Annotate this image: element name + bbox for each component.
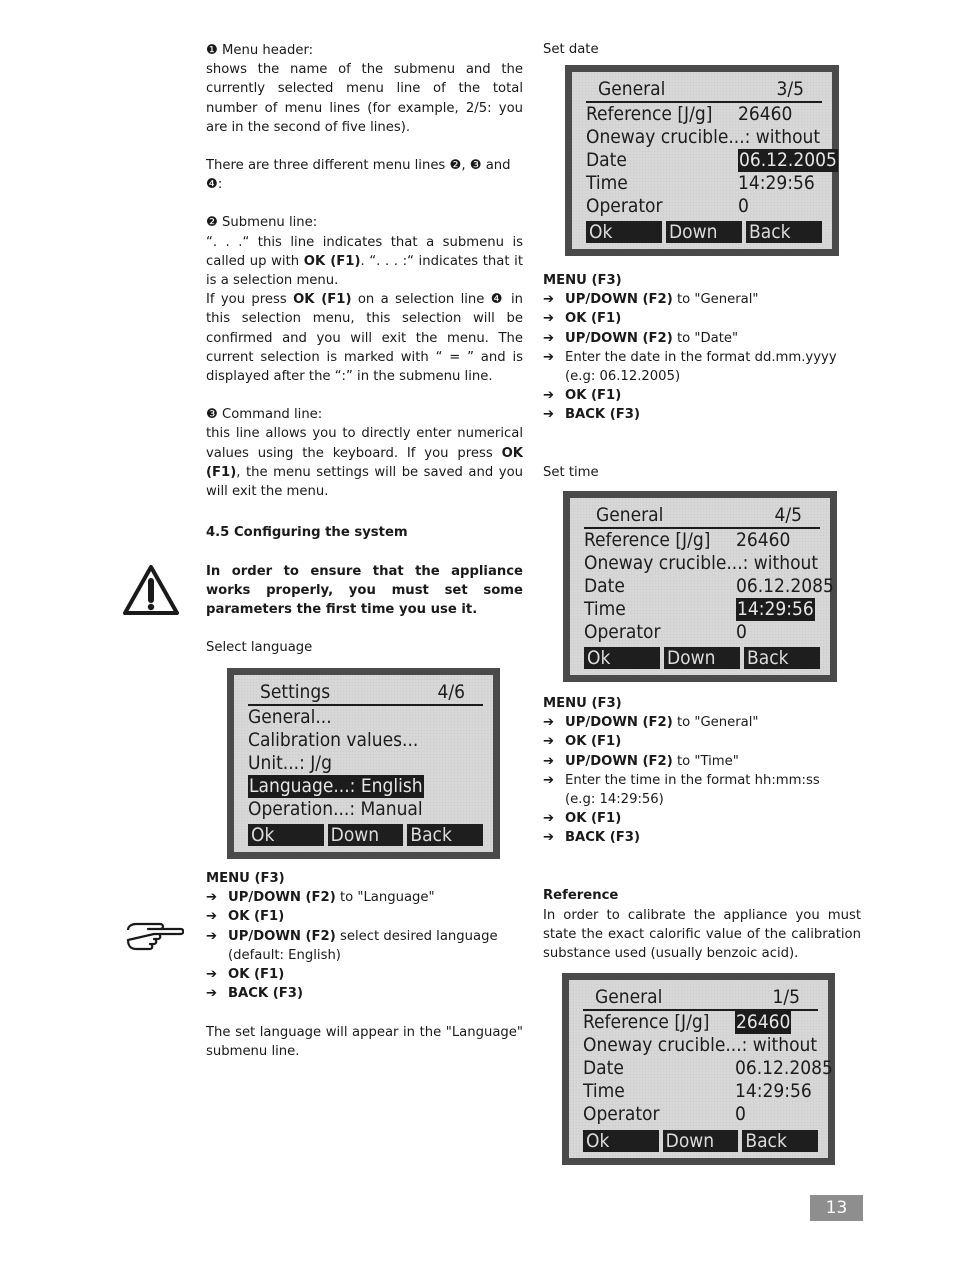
left-column bbox=[206, 41, 523, 501]
step-text: Enter the date in the format dd.mm.yyyy bbox=[565, 349, 837, 365]
lcd-line-label: Operation...: Manual bbox=[248, 798, 423, 820]
lcd-softkey-bar bbox=[248, 824, 483, 846]
lcd-line-label: Operator bbox=[584, 621, 661, 643]
step-key: OK (F1) bbox=[565, 388, 622, 404]
arrow-icon: ➔ bbox=[543, 753, 555, 769]
step-line bbox=[543, 752, 861, 771]
lcd-line-label: General... bbox=[248, 706, 332, 728]
step-key: OK (F1) bbox=[228, 909, 285, 925]
lcd-line-label: Calibration values... bbox=[248, 729, 419, 751]
set-time-label: Set time bbox=[543, 465, 599, 480]
lcd-softkey-ok: Ok bbox=[583, 1130, 659, 1152]
step-line bbox=[543, 694, 861, 713]
step-key: BACK (F3) bbox=[565, 830, 640, 846]
lcd-screen-language bbox=[227, 668, 500, 859]
step-key: OK (F1) bbox=[228, 967, 285, 983]
step-text: (e.g: 06.12.2005) bbox=[565, 369, 681, 385]
step-line bbox=[543, 271, 861, 290]
pointing-hand-icon bbox=[124, 918, 184, 952]
lcd-line-value: 06.12.2085 bbox=[735, 1057, 833, 1079]
lcd-menu-line bbox=[248, 798, 483, 821]
section-title: 4.5 Configuring the system bbox=[206, 525, 408, 540]
lcd-line-label: Operator bbox=[586, 195, 663, 217]
lcd-line-value: 26460 bbox=[736, 529, 791, 551]
lcd-line-label: Date bbox=[584, 575, 625, 597]
lcd-menu-line bbox=[586, 126, 822, 149]
step-text: (default: English) bbox=[228, 947, 341, 963]
page-number: 13 bbox=[810, 1195, 863, 1221]
lcd-softkey-bar bbox=[586, 221, 822, 243]
warning-text: In order to ensure that the appliance works properly, you must set some parameters the first time you use it. bbox=[206, 564, 523, 618]
arrow-icon: ➔ bbox=[206, 890, 218, 906]
lcd-line-label: Reference [J/g] bbox=[584, 529, 711, 551]
step-line bbox=[543, 386, 861, 405]
lcd-header bbox=[586, 78, 822, 103]
lcd-menu-line bbox=[586, 172, 822, 195]
lcd-line-label: Oneway crucible...: without bbox=[586, 126, 821, 148]
arrow-icon: ➔ bbox=[543, 311, 555, 327]
lcd-screen-reference bbox=[562, 973, 835, 1165]
arrow-icon: ➔ bbox=[543, 830, 555, 846]
lcd-line-value: 06.12.2085 bbox=[736, 575, 834, 597]
lcd-line-value: 0 bbox=[736, 621, 747, 643]
lcd-menu-line bbox=[583, 1034, 818, 1057]
lcd-line-label: Time bbox=[583, 1080, 625, 1102]
lcd-softkey-ok: Ok bbox=[248, 824, 324, 846]
lcd-header-title: General bbox=[598, 78, 666, 100]
lcd-menu-line bbox=[248, 706, 483, 729]
lcd-menu-line bbox=[583, 1103, 818, 1126]
step-line bbox=[206, 869, 523, 888]
step-line bbox=[543, 828, 861, 847]
command-line-title: ❸ Command line: bbox=[206, 407, 323, 423]
step-line bbox=[543, 309, 861, 328]
command-line-text: this line allows you to directly enter numerical values using the keyboard. If you press OK (F1), the menu settings will be saved and you will exit the menu. bbox=[206, 426, 523, 500]
lcd-menu-line bbox=[584, 575, 834, 598]
reference-title: Reference bbox=[543, 888, 619, 903]
lcd-softkey-bar bbox=[584, 647, 820, 669]
menu-header-text: shows the name of the submenu and the currently selected menu line of the total number of menu lines (for example, 2/5: you are in the second of five lines). bbox=[206, 62, 523, 135]
lcd-softkey-ok: Ok bbox=[586, 221, 662, 243]
arrow-icon: ➔ bbox=[206, 986, 218, 1002]
lcd-line-label: Reference [J/g] bbox=[583, 1011, 710, 1033]
lcd-softkey-bar bbox=[583, 1130, 818, 1152]
lcd-softkey-back: Back bbox=[742, 1130, 818, 1152]
lcd-menu-line bbox=[583, 1011, 818, 1034]
step-line bbox=[206, 888, 523, 907]
lcd-header-title: Settings bbox=[260, 681, 331, 703]
step-key: UP/DOWN (F2) bbox=[565, 715, 673, 731]
lcd-softkey-back: Back bbox=[407, 824, 483, 846]
lcd-line-label: Oneway crucible...: without bbox=[584, 552, 819, 574]
step-key: UP/DOWN (F2) bbox=[565, 330, 673, 346]
lcd-line-value: 14:29:56 bbox=[737, 598, 814, 620]
step-key: OK (F1) bbox=[565, 734, 622, 750]
language-steps bbox=[206, 869, 523, 1003]
step-key: OK (F1) bbox=[565, 311, 622, 327]
reference-text: In order to calibrate the appliance you must state the exact calorific value of the calibration substance used (usually benzoic acid). bbox=[543, 908, 861, 962]
lcd-header-position: 3/5 bbox=[776, 78, 804, 100]
step-line bbox=[543, 329, 861, 348]
lcd-line-value: 14:29:56 bbox=[735, 1080, 812, 1102]
lcd-line-value: 0 bbox=[735, 1103, 746, 1125]
arrow-icon: ➔ bbox=[543, 772, 555, 788]
submenu-line-text-1: “. . .“ this line indicates that a submenu is called up with OK (F1). “. . . :“ indicates that it is a selection menu. bbox=[206, 234, 523, 289]
lcd-menu-line bbox=[583, 1057, 833, 1080]
lcd-softkey-ok: Ok bbox=[584, 647, 660, 669]
step-text: to "Time" bbox=[672, 753, 739, 769]
step-text: to "Date" bbox=[672, 330, 739, 346]
arrow-icon: ➔ bbox=[206, 967, 218, 983]
lcd-menu-line bbox=[584, 598, 820, 621]
lcd-softkey-down: Down bbox=[664, 647, 740, 669]
lcd-header bbox=[583, 986, 818, 1011]
lcd-softkey-back: Back bbox=[744, 647, 820, 669]
step-key: OK (F1) bbox=[565, 811, 622, 827]
lcd-screen-date bbox=[565, 65, 839, 256]
lcd-screen-time bbox=[563, 491, 837, 682]
lcd-line-label: Unit...: J/g bbox=[248, 752, 332, 774]
language-footer-text: The set language will appear in the "Language" submenu line. bbox=[206, 1025, 523, 1060]
step-key: BACK (F3) bbox=[228, 986, 303, 1002]
step-line bbox=[206, 927, 523, 946]
lcd-line-value: 0 bbox=[738, 195, 749, 217]
lcd-line-label: Oneway crucible...: without bbox=[583, 1034, 818, 1056]
arrow-icon: ➔ bbox=[543, 715, 555, 731]
lcd-menu-line bbox=[248, 729, 483, 752]
step-text: select desired language bbox=[335, 928, 498, 944]
step-text: Enter the time in the format hh:mm:ss bbox=[565, 772, 820, 788]
lcd-header-position: 4/6 bbox=[437, 681, 465, 703]
arrow-icon: ➔ bbox=[543, 330, 555, 346]
lcd-menu-line bbox=[584, 529, 820, 552]
set-date-label: Set date bbox=[543, 42, 599, 57]
step-line bbox=[206, 946, 523, 965]
time-steps bbox=[543, 694, 861, 848]
arrow-icon: ➔ bbox=[543, 407, 555, 423]
lcd-softkey-down: Down bbox=[663, 1130, 739, 1152]
lcd-line-label: Time bbox=[584, 598, 626, 620]
lcd-menu-line bbox=[586, 103, 822, 126]
step-line bbox=[543, 348, 861, 367]
date-steps bbox=[543, 271, 861, 425]
lcd-header-title: General bbox=[595, 986, 663, 1008]
step-text: (e.g: 14:29:56) bbox=[565, 792, 664, 808]
step-text: to "General" bbox=[672, 715, 759, 731]
step-line bbox=[543, 790, 861, 809]
arrow-icon: ➔ bbox=[206, 909, 218, 925]
arrow-icon: ➔ bbox=[543, 811, 555, 827]
lcd-header-position: 4/5 bbox=[774, 504, 802, 526]
lcd-line-value: 26460 bbox=[738, 103, 793, 125]
lcd-line-label: Language...: English bbox=[249, 775, 423, 797]
step-key: MENU (F3) bbox=[206, 871, 285, 886]
step-line bbox=[206, 907, 523, 926]
step-key: MENU (F3) bbox=[543, 273, 622, 288]
lcd-header-title: General bbox=[596, 504, 664, 526]
step-key: UP/DOWN (F2) bbox=[228, 890, 336, 906]
warning-triangle-icon bbox=[122, 564, 180, 616]
submenu-line-text-2: If you press OK (F1) on a selection line ❹ in this selection menu, this selection will be confirmed and you will exit the menu. The current selection is marked with “ = ” and is displayed after the “:” in the submenu line. bbox=[206, 292, 524, 385]
step-line bbox=[543, 290, 861, 309]
menu-header-title: ❶ Menu header: bbox=[206, 43, 314, 58]
lcd-line-value: 14:29:56 bbox=[738, 172, 815, 194]
step-line bbox=[206, 984, 523, 1003]
step-key: UP/DOWN (F2) bbox=[228, 928, 336, 944]
arrow-icon: ➔ bbox=[543, 292, 555, 308]
lcd-softkey-back: Back bbox=[746, 221, 822, 243]
step-text: to "General" bbox=[672, 292, 759, 308]
lcd-menu-line bbox=[586, 195, 822, 218]
lcd-line-label: Time bbox=[586, 172, 628, 194]
lcd-header bbox=[584, 504, 820, 529]
lcd-menu-line bbox=[584, 552, 820, 575]
step-key: MENU (F3) bbox=[543, 696, 622, 711]
arrow-icon: ➔ bbox=[543, 734, 555, 750]
step-line bbox=[543, 732, 861, 751]
lcd-menu-line bbox=[248, 752, 483, 775]
lcd-menu-line bbox=[586, 149, 837, 172]
step-line bbox=[543, 771, 861, 790]
step-line bbox=[543, 405, 861, 424]
lcd-line-label: Operator bbox=[583, 1103, 660, 1125]
arrow-icon: ➔ bbox=[543, 349, 555, 365]
menu-lines-intro: There are three different menu lines ❷, ❸ and ❹: bbox=[206, 158, 511, 193]
step-key: BACK (F3) bbox=[565, 407, 640, 423]
lcd-menu-line bbox=[583, 1080, 818, 1103]
step-key: UP/DOWN (F2) bbox=[565, 753, 673, 769]
submenu-line-title: ❷ Submenu line: bbox=[206, 215, 318, 231]
step-line bbox=[543, 809, 861, 828]
lcd-menu-line bbox=[584, 621, 820, 644]
lcd-menu-line bbox=[248, 775, 483, 798]
lcd-line-label: Date bbox=[583, 1057, 624, 1079]
lcd-line-label: Reference [J/g] bbox=[586, 103, 713, 125]
select-language-label: Select language bbox=[206, 640, 313, 655]
step-line bbox=[206, 965, 523, 984]
lcd-softkey-down: Down bbox=[666, 221, 742, 243]
lcd-softkey-down: Down bbox=[328, 824, 404, 846]
lcd-header bbox=[248, 681, 483, 706]
step-line bbox=[543, 713, 861, 732]
arrow-icon: ➔ bbox=[543, 388, 555, 404]
lcd-line-value: 06.12.2005 bbox=[739, 149, 837, 171]
arrow-icon: ➔ bbox=[206, 928, 218, 944]
step-text: to "Language" bbox=[335, 890, 435, 906]
lcd-line-value: 26460 bbox=[736, 1011, 791, 1033]
step-line bbox=[543, 367, 861, 386]
lcd-header-position: 1/5 bbox=[772, 986, 800, 1008]
step-key: UP/DOWN (F2) bbox=[565, 292, 673, 308]
lcd-line-label: Date bbox=[586, 149, 627, 171]
